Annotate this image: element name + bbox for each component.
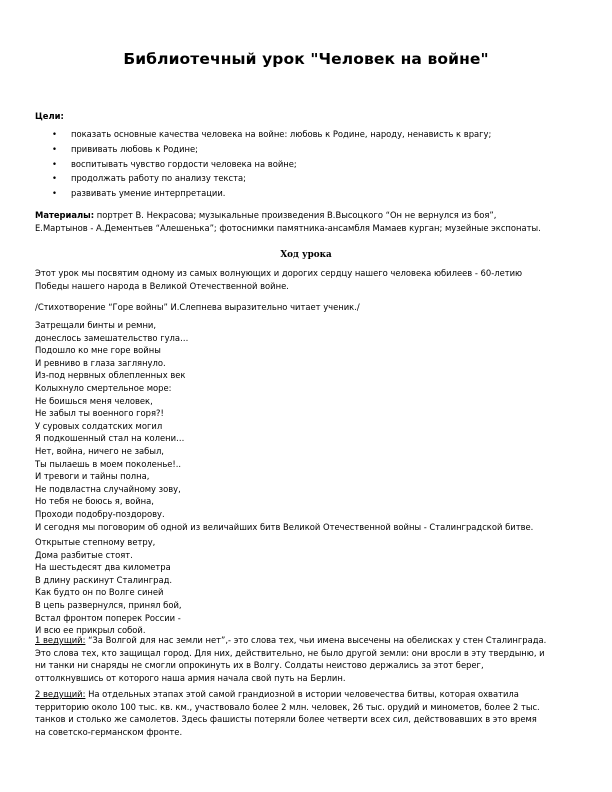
list-item: [35, 127, 491, 142]
poem-line: Колыхнуло смертельное море:: [35, 382, 172, 393]
goals-label: Цели:: [35, 111, 64, 121]
poem-line: Нет, война, ничего не забыл,: [35, 445, 164, 456]
host1-label: 1 ведущий:: [35, 635, 86, 645]
goal-text: продолжать работу по анализу текста;: [71, 173, 246, 184]
bullet-icon: •: [52, 143, 57, 154]
poem-line: Я подкошенный стал на колени…: [35, 433, 185, 444]
goal-text: прививать любовь к Родине;: [71, 143, 198, 154]
poem-line: Дома разбитые стоят.: [35, 549, 133, 560]
bullet-icon: •: [52, 173, 57, 184]
poem-line: У суровых солдатских могил: [35, 420, 163, 431]
host1-text: оттолкнувшись от которого наша армия начала свой путь на Берлин.: [35, 672, 346, 683]
poem-line: Ты пылаешь в моем поколенье!..: [35, 458, 182, 469]
poem-line: Встал фронтом поперек России -: [35, 612, 181, 623]
host1-text: Это слова тех, кто защищал город. Для них, действительно, не было другой земли: они вросли в эту твердыню, и: [35, 647, 545, 658]
host2-paragraph: [35, 688, 583, 738]
host2-label: 2 ведущий:: [35, 689, 86, 699]
poem-line: Не подвластна случайному зову,: [35, 483, 181, 494]
goals-list: [35, 127, 491, 201]
poem-line: Не боишься меня человек,: [35, 395, 153, 406]
poem-line: Из-под нервных облепленных век: [35, 370, 186, 381]
goal-text: развивать умение интерпретации.: [71, 188, 226, 199]
bullet-icon: •: [52, 158, 57, 169]
poem-line: На шестьдесят два километра: [35, 562, 171, 573]
materials-paragraph: [35, 209, 583, 236]
page-title: Библиотечный урок "Человек на войне": [123, 50, 489, 68]
list-item: [35, 157, 491, 172]
materials-text: портрет В. Некрасова; музыкальные произведения В.Высоцкого “Он не вернулся из боя”,: [94, 210, 497, 220]
list-item: [35, 186, 491, 201]
host2-text: территорию около 100 тыс. кв. км., участвовало более 2 млн. человек, 26 тыс. орудий и минометов, более 2 тыс.: [35, 701, 540, 712]
poem-line: донеслось замешательство гула…: [35, 332, 189, 343]
host2-text: На отдельных этапах этой самой грандиозной в истории человечества битвы, которая охватила: [85, 689, 519, 699]
list-item: [35, 171, 491, 186]
poem-line: В цепь развернулся, принял бой,: [35, 599, 182, 610]
host1-paragraph: [35, 634, 583, 684]
poem-line: Проходи подобру-поздорову.: [35, 508, 165, 519]
poem-line: Но тебя не боюсь я, война,: [35, 496, 154, 507]
intro-line: Победы нашего народа в Великой Отечественной войне.: [35, 280, 289, 291]
poem-line: Затрещали бинты и ремни,: [35, 320, 157, 330]
poem-line: В длину раскинут Сталинград.: [35, 574, 173, 585]
poem-line: Как будто он по Волге синей: [35, 587, 164, 598]
poem-note: /Стихотворение “Горе войны” И.Слепнева выразительно читает ученик./: [35, 302, 360, 312]
poem-block: [35, 319, 583, 533]
intro-paragraph: [35, 267, 583, 292]
bullet-icon: •: [52, 129, 57, 139]
poem-line: И всю ее прикрыл собой.: [35, 625, 146, 636]
host2-text: на советско-германском фронте.: [35, 726, 183, 737]
poem-line: Не забыл ты военного горя?!: [35, 408, 164, 419]
host1-text: ни танки ни снаряды не смогли опрокинуть их в Волгу. Солдаты неистово держались за этот берег,: [35, 660, 484, 671]
intro-line: Этот урок мы посвятим одному из самых волнующих и дорогих сердцу нашего человека юбилеев - 60-летию: [35, 268, 523, 278]
bullet-icon: •: [52, 188, 57, 199]
materials-label: Материалы:: [35, 210, 95, 220]
materials-text: Е.Мартынов - А.Дементьев “Алешенька”; фотоснимки памятника-ансамбля Мамаев курган; музейные экспонаты.: [35, 223, 541, 234]
goal-text: воспитывать чувство гордости человека на войне;: [71, 158, 297, 169]
lesson-heading: Ход урока: [280, 250, 332, 260]
poem-line: И ревниво в глаза заглянуло.: [35, 357, 166, 368]
host1-text: “За Волгой для нас земли нет”,- это слова тех, чьи имена высечены на обелисках у стен Сталинграда.: [85, 635, 547, 645]
poem-line: И сегодня мы поговорим об одной из величайших битв Великой Отечественной войны - Сталинградской битве.: [35, 521, 534, 532]
host2-text: танков и столько же самолетов. Здесь фашисты потеряли более четверти всех сил, действовавших в это время: [35, 714, 537, 725]
poem2-block: [35, 536, 583, 637]
list-item: [35, 142, 491, 157]
poem-line: И тревоги и тайны полна,: [35, 471, 150, 482]
poem-line: Подошло ко мне горе войны: [35, 345, 161, 356]
goal-text: показать основные качества человека на войне: любовь к Родине, народу, ненависть к врагу;: [71, 129, 492, 139]
poem-line: Открытые степному ветру,: [35, 537, 156, 547]
